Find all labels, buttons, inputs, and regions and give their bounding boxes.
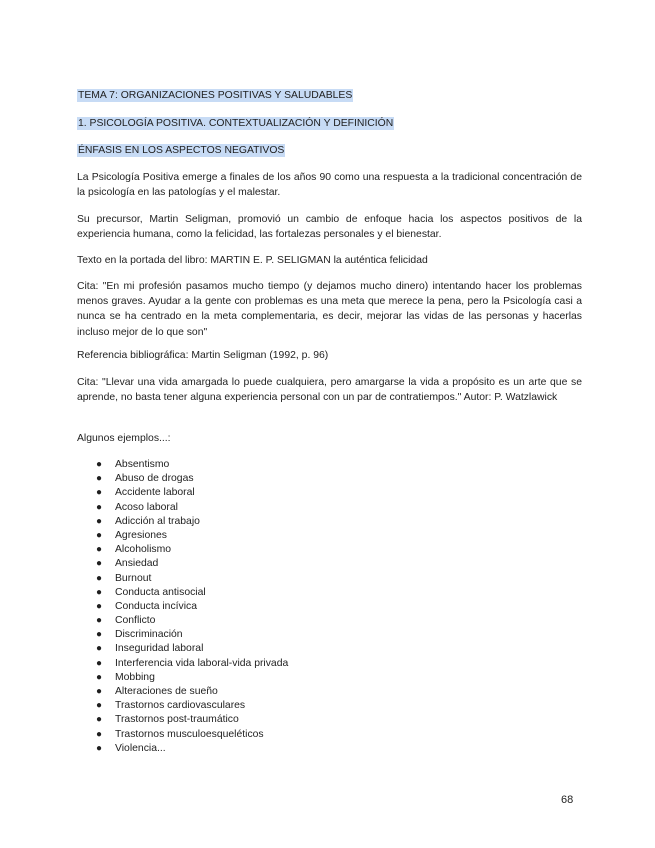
list-item [77, 742, 288, 756]
list-item [77, 557, 288, 571]
list-item [77, 685, 288, 699]
list-item-label: Conducta antisocial [115, 586, 206, 598]
paragraph-quote-seligman: Cita: "En mi profesión pasamos mucho tiempo (y dejamos mucho dinero) intentando hacer los problemas menos graves. Ayudar a la gente con problemas es una meta que merece la pena, pero la Psicología casi a nunca se ha centrado en la meta complementaria, es decir, mejorar las vidas de las personas y hacerlas incluso mejor de lo que son" [77, 281, 582, 338]
bullet-icon: ● [96, 643, 103, 655]
list-item [77, 501, 288, 515]
paragraph-precursor: Su precursor, Martin Seligman, promovió un cambio de enfoque hacia los aspectos positivos de la experiencia humana, como la felicidad, las fortalezas personales y el bienestar. [77, 214, 582, 241]
bullet-icon: ● [96, 572, 103, 584]
bullet-icon: ● [96, 544, 103, 556]
list-item-label: Abuso de drogas [115, 473, 194, 485]
list-item-label: Adicción al trabajo [115, 515, 200, 527]
bullet-icon: ● [96, 586, 103, 598]
list-item [77, 572, 288, 586]
list-item [77, 600, 288, 614]
list-item [77, 458, 288, 472]
list-item-label: Violencia... [115, 742, 166, 754]
list-item [77, 543, 288, 557]
list-item-label: Conducta incívica [115, 600, 198, 612]
list-item-label: Agresiones [115, 529, 167, 541]
list-item [77, 486, 288, 500]
paragraph-intro: La Psicología Positiva emerge a finales de los años 90 como una respuesta a la tradicional concentración de la psicología en las patologías y el malestar. [77, 172, 582, 199]
bullet-icon: ● [96, 473, 103, 485]
section-heading: 1. PSICOLOGÍA POSITIVA. CONTEXTUALIZACIÓN Y DEFINICIÓN [78, 118, 394, 129]
bullet-icon: ● [96, 558, 103, 570]
list-item [77, 586, 288, 600]
list-item [77, 472, 288, 486]
bullet-icon: ● [96, 671, 103, 683]
bullet-icon: ● [96, 742, 103, 754]
list-item [77, 614, 288, 628]
bullet-icon: ● [96, 686, 103, 697]
list-item-label: Ansiedad [115, 558, 159, 570]
bullet-icon: ● [96, 529, 103, 541]
list-item-label: Alteraciones de sueño [115, 686, 218, 697]
bullet-icon: ● [96, 615, 103, 627]
list-item [77, 671, 288, 685]
bullet-icon: ● [96, 459, 103, 470]
list-item [77, 642, 288, 656]
list-item-label: Trastornos musculoesqueléticos [115, 728, 264, 740]
list-item-label: Inseguridad laboral [115, 643, 204, 655]
paragraph-quote-watzlawick: Cita: "Llevar una vida amargada lo puede cualquiera, pero amargarse la vida a propósito es un arte que se aprende, no basta tener alguna experiencia personal con un par de contratiempos." Autor: P. Watzlawick [77, 377, 582, 404]
bullet-icon: ● [96, 515, 103, 527]
list-item-label: Burnout [115, 572, 152, 584]
list-item [77, 657, 288, 671]
list-item [77, 529, 288, 543]
list-item-label: Discriminación [115, 629, 183, 641]
bullet-icon: ● [96, 728, 103, 740]
list-item-label: Alcoholismo [115, 544, 172, 556]
bullet-icon: ● [96, 657, 103, 669]
paragraph-examples-intro: Algunos ejemplos...: [77, 433, 171, 444]
bullet-icon: ● [96, 700, 103, 712]
bullet-icon: ● [96, 487, 103, 499]
bullet-icon: ● [96, 629, 103, 641]
bullet-icon: ● [96, 501, 103, 513]
subsection-heading: ÉNFASIS EN LOS ASPECTOS NEGATIVOS [78, 145, 285, 156]
list-item [77, 728, 288, 742]
list-item-label: Interferencia vida laboral-vida privada [115, 657, 289, 669]
paragraph-reference: Referencia bibliográfica: Martin Seligman (1992, p. 96) [77, 350, 329, 361]
list-item [77, 713, 288, 727]
list-item-label: Trastornos post-traumático [115, 714, 239, 726]
bullet-icon: ● [96, 600, 103, 612]
list-item-label: Accidente laboral [115, 487, 195, 499]
list-item [77, 515, 288, 529]
paragraph-book-cover: Texto en la portada del libro: MARTIN E. P. SELIGMAN la auténtica felicidad [77, 255, 428, 266]
list-item-label: Absentismo [115, 459, 170, 470]
chapter-title: TEMA 7: ORGANIZACIONES POSITIVAS Y SALUDABLES [78, 90, 353, 101]
list-item [77, 699, 288, 713]
examples-list [77, 458, 288, 756]
list-item-label: Trastornos cardiovasculares [115, 700, 246, 712]
list-item-label: Conflicto [115, 615, 156, 627]
list-item-label: Mobbing [115, 671, 155, 683]
page-number: 68 [561, 794, 574, 806]
list-item [77, 628, 288, 642]
list-item-label: Acoso laboral [115, 501, 178, 513]
bullet-icon: ● [96, 714, 103, 726]
